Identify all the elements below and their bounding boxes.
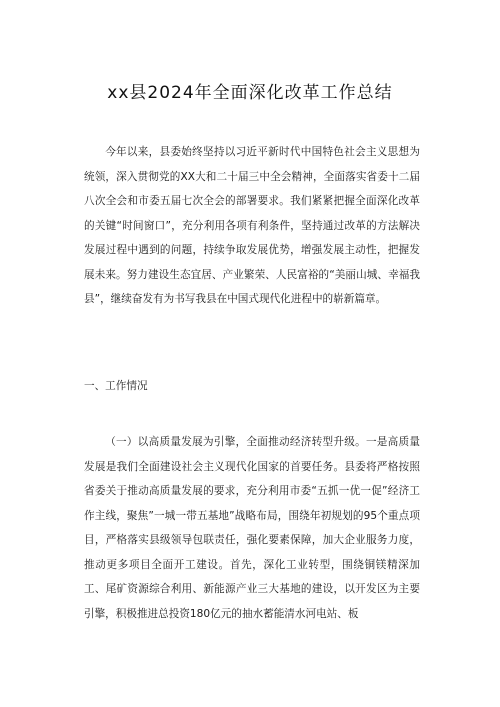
- intro-paragraph: 今年以来，县委始终坚持以习近平新时代中国特色社会主义思想为统领，深入贯彻党的XX大和二十届三中全会精神，全面落实省委十二届八次全会和市委五届七次全会的部署要求。我们紧紧把握全面深化改革的关键“时间窗口”，充分利用各项有利条件，坚持通过改革的方法解决发展过程中遇到的问题，持续争取发展优势，增强发展主动性，把握发展未来。努力建设生态宜居、产业繁荣、人民富裕的“美丽山城、幸福我县”，继续奋发有为书写我县在中国式现代化进程中的崭新篇章。: [84, 146, 420, 305]
- section-heading: 一、工作情况: [84, 380, 148, 392]
- document-title: xx县2024年全面深化改革工作总结: [107, 83, 393, 103]
- section-body-paragraph: （一）以高质量发展为引擎，全面推动经济转型升级。一是高质量发展是我们全面建设社会主义现代化国家的首要任务。县委将严格按照省委关于推动高质量发展的要求，充分利用市委“五抓一优一促”经济工作主线，聚焦”一城一带五基地”战略布局，围绕年初规划的95个重点项目，严格落实县级领导包联责任，强化要素保障，加大企业服务力度，推动更多项目全面开工建设。首先，深化工业转型，围绕铜镁精深加工、尾矿资源综合利用、新能源产业三大基地的建设，以开发区为主要引擎，积极推进总投资180亿元的抽水蓄能清水河电站、板: [84, 436, 420, 620]
